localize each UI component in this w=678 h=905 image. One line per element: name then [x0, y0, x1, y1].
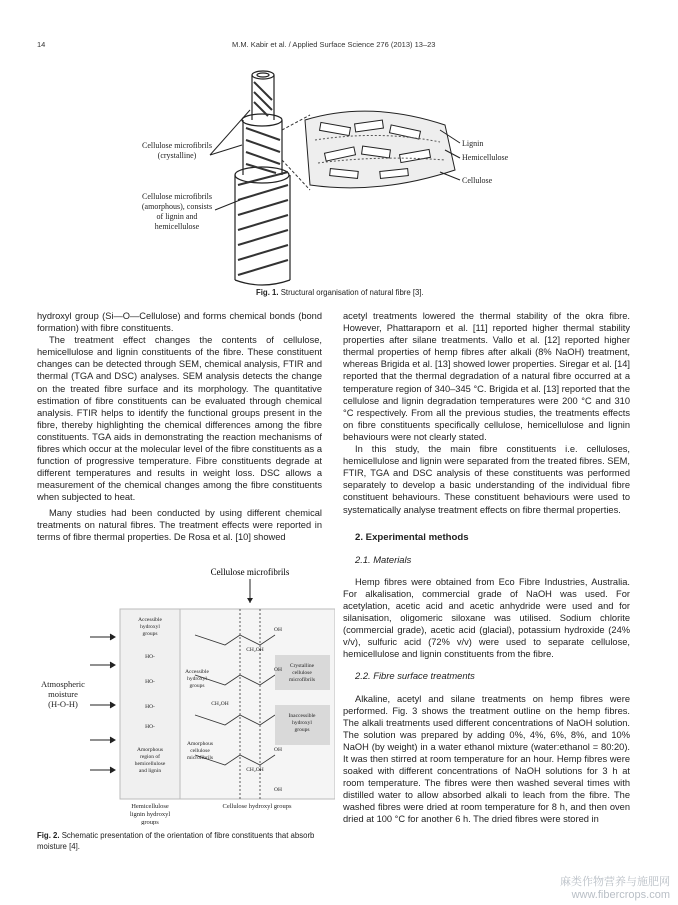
svg-text:OH: OH	[274, 667, 282, 673]
right-paragraph-2: In this study, the main fibre constituents i.e. celluloses, hemicellulose and lignin were separated from the treated fibres. SEM, FTIR, TGA and DSC analysis of these constituents was performed separately to develop a basic understanding of the individual fibre constituent behaviours. These constituent behaviours were used to systematically analyse treatment effects on fibre thermal properties.	[343, 444, 630, 515]
label-amorphous-4: hemicellulose	[154, 222, 200, 231]
label-crystalline-1: Cellulose microfibrils	[142, 141, 212, 150]
svg-text:hydroxyl: hydroxyl	[140, 624, 160, 630]
figure-2-caption-label: Fig. 2.	[37, 831, 60, 840]
fig2-title: Cellulose microfibrils	[210, 567, 290, 577]
right-paragraph-1: acetyl treatments lowered the thermal stability of the okra fibre. However, Phattaraporn et al. [11] reported higher thermal stability properties after silane treatments. Vallo et al. [12] reported higher thermal properties of hemp fibres after alkali (8% NaOH) treatment, whereas Brigida et al. [13] showed lower properties. Siregar et al. [14] reported that the thermal degradation of a natural fibre occurred at a temperature region of 340–345 °C. Brigida et al. [13] reported that the cellulose and lignin degradation temperatures were 200 °C and 310 °C respectively. From all the previous studies, the treatments effects on fibre constituents specifically cellulose, hemicellulose and lignin behaviours were not clearly stated.	[343, 311, 630, 442]
left-paragraph-3: Many studies had been conducted by using different chemical treatments on natural fibres. The treatment effects were reported in terms of fibre thermal properties. De Rosa et al. [10] showed	[37, 507, 322, 542]
svg-text:hydroxyl: hydroxyl	[187, 676, 207, 682]
svg-text:Cellulose hydroxyl groups: Cellulose hydroxyl groups	[222, 803, 292, 810]
svg-text:OH: OH	[274, 787, 282, 793]
watermark-line-1: 麻类作物营养与施肥网	[560, 876, 670, 888]
figure-2-caption	[37, 830, 327, 852]
svg-text:HO-: HO-	[145, 704, 155, 710]
svg-text:OH: OH	[274, 747, 282, 753]
left-column	[37, 310, 322, 543]
svg-text:region of: region of	[139, 754, 161, 760]
figure-1-caption	[256, 287, 424, 298]
svg-text:HO-: HO-	[145, 724, 155, 730]
watermark-line-2: www.fibercrops.com	[571, 889, 670, 901]
svg-text:lignin hydroxyl: lignin hydroxyl	[129, 811, 171, 818]
svg-text:hydroxyl: hydroxyl	[292, 720, 312, 726]
left-paragraph-2: The treatment effect changes the contents of cellulose, hemicellulose and lignin constituents of the fibre. These constituent changes can be detected through SEM, chemical analysis, FTIR and thermal (TGA and DSC) analyses. SEM analysis detects the change on the treated fibre surface and its morphology. The quantitative estimation of fibre constituents can be evaluated through chemical analysis. FTIR helps to identify the functional groups present in the fibre, thereby highlighting the chemical differences among the fibre constituents. TGA aids in demonstrating the reaction mechanisms of fibres which occur at the molecular level of the fibre constituents as a function of progressive temperature. Fibre constituents degrade at different temperatures and results in weight loss. DSC allows a measurement of the chemical changes among the fibre constituents when subjected to heat.	[37, 335, 322, 503]
watermark	[560, 876, 670, 902]
svg-text:CH₂OH: CH₂OH	[211, 701, 229, 707]
label-amorphous-1: Cellulose microfibrils	[142, 192, 212, 201]
figure-2-caption-text: Schematic presentation of the orientation of fibre constituents that absorb moisture [4].	[37, 831, 315, 851]
figure-2-moisture-schematic	[35, 565, 335, 825]
svg-text:Accessible: Accessible	[185, 669, 209, 675]
label-lignin: Lignin	[462, 139, 484, 148]
svg-text:microfibrils: microfibrils	[289, 677, 315, 683]
right-column	[343, 310, 630, 826]
atm-line-1: Atmospheric	[41, 679, 85, 689]
running-head: M.M. Kabir et al. / Applied Surface Science 276 (2013) 13–23	[232, 40, 436, 49]
svg-text:microfibrils: microfibrils	[187, 755, 213, 761]
svg-text:HO-: HO-	[145, 654, 155, 660]
svg-text:Accessible: Accessible	[138, 617, 162, 623]
svg-text:CH₂OH: CH₂OH	[246, 647, 264, 653]
svg-text:groups: groups	[294, 727, 310, 733]
svg-text:Inaccessible: Inaccessible	[288, 713, 316, 719]
svg-text:cellulose: cellulose	[292, 670, 312, 676]
svg-text:Amorphous: Amorphous	[187, 741, 213, 747]
section-2-heading: 2. Experimental methods	[355, 531, 469, 543]
label-hemicellulose: Hemicellulose	[462, 153, 509, 162]
section-2-1-heading: 2.1. Materials	[355, 553, 412, 565]
svg-text:Crystalline: Crystalline	[289, 663, 315, 669]
figure-1-caption-label: Fig. 1.	[256, 288, 279, 297]
section-2-2-heading: 2.2. Fibre surface treatments	[355, 670, 475, 682]
svg-text:Hemicellulose: Hemicellulose	[131, 803, 169, 810]
page-number: 14	[37, 40, 46, 49]
label-cellulose: Cellulose	[462, 176, 493, 185]
label-crystalline-2: (crystalline)	[157, 151, 197, 160]
svg-text:cellulose: cellulose	[190, 748, 210, 754]
microfibril-bundle	[282, 111, 460, 190]
svg-text:Amorphous: Amorphous	[137, 747, 163, 753]
svg-text:HO-: HO-	[145, 679, 155, 685]
figure-1-caption-text: Structural organisation of natural fibre [3].	[280, 288, 424, 297]
svg-text:groups: groups	[189, 683, 205, 689]
svg-text:OH: OH	[274, 627, 282, 633]
atm-line-3: (H-O-H)	[48, 699, 78, 709]
svg-text:groups: groups	[142, 631, 158, 637]
figure-1-fibre-structure	[140, 60, 540, 290]
svg-text:and lignin: and lignin	[138, 768, 162, 774]
label-amorphous-2: (amorphous), consists	[141, 202, 213, 211]
right-paragraph-4: Alkaline, acetyl and silane treatments on hemp fibres were performed. Fig. 3 shows the treatment outline on the hemp fibres. The alkali treatments used different concentrations of NaOH solution. The solution was prepared by adding 0%, 4%, 6%, 8%, and 10% NaOH (by weight) in a water ethanol mixture (water:ethanol = 80:20). It was then stirred at room temperature for an hour. Hemp fibres were soaked with different concentrations of NaOH solutions for 3 h at room temperature. The fibres were then washed several times with distilled water to allow absorbed alkali to leach from the fibre. The washed fibres were dried at room temperature for 8 h, and then oven dried at 100 °C for another 6 h. The dried fibres were stored in	[343, 693, 630, 825]
svg-text:groups: groups	[141, 819, 159, 825]
svg-text:hemicellulose: hemicellulose	[134, 761, 166, 767]
svg-text:CH₂OH: CH₂OH	[246, 767, 264, 773]
right-paragraph-3: Hemp fibres were obtained from Eco Fibre Industries, Australia. For alkalisation, commercial grade of NaOH was used. For acetylation, acetic acid and acetic anhydride were used and for silanisation, oligomeric siloxane was utilised. Sodium chlorite (commercial grade), acetic acid (glacial), potassium hydroxide (24% v/v), sulfuric acid (72% v/v) were used to separate cellulose, hemicellulose and lignin constituents from the fibre.	[343, 576, 630, 660]
left-paragraph-1: hydroxyl group (Si—O—Cellulose) and forms chemical bonds (bond formation) with fibre constituents.	[37, 311, 322, 334]
atm-line-2: moisture	[48, 689, 78, 699]
label-amorphous-3: of lignin and	[156, 212, 198, 221]
